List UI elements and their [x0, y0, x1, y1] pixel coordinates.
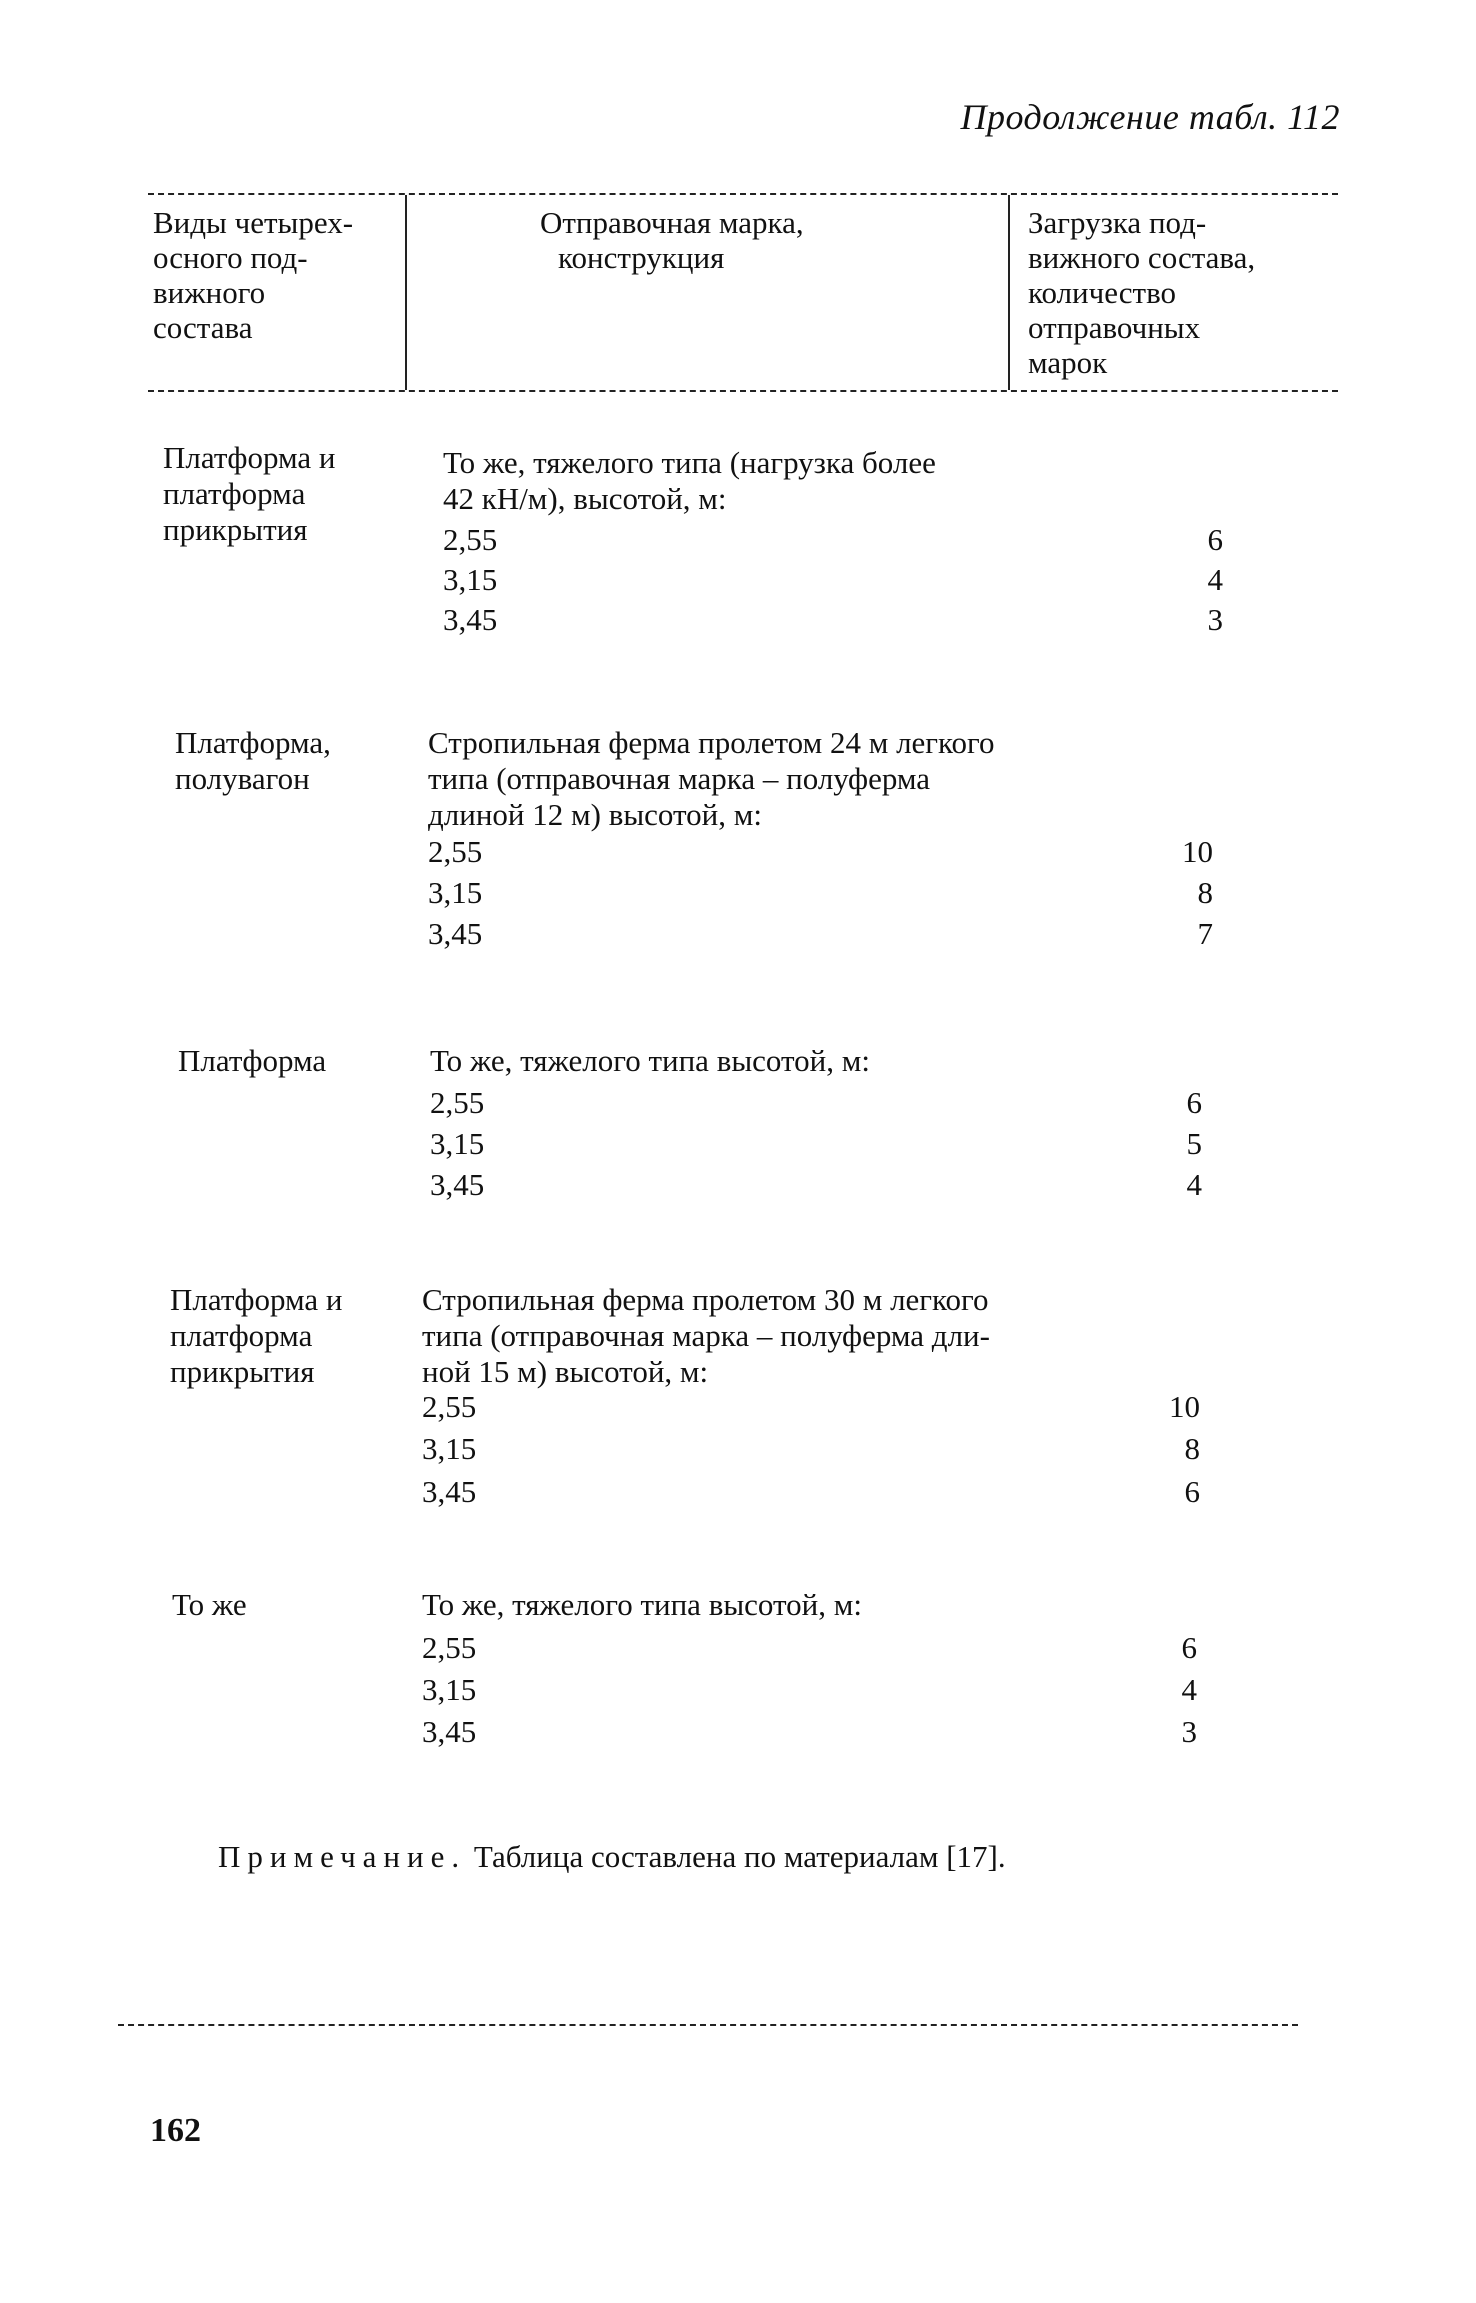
column-divider-1: [405, 195, 407, 390]
header-shipping-mark: Отправочная марка, конструкция: [540, 205, 804, 275]
table-row: 3,15 8: [428, 875, 1213, 910]
section-2-vehicle: Платформа, полувагон: [175, 725, 331, 796]
table-note: [218, 1839, 1006, 1875]
table-row: 2,55 6: [422, 1630, 1197, 1665]
note-label: Примечание.: [218, 1839, 467, 1874]
table-row: 3,45 7: [428, 916, 1213, 951]
table-row: 3,15 4: [443, 562, 1223, 597]
table-row: 2,55 10: [428, 834, 1213, 869]
section-3-vehicle: Платформа: [178, 1043, 327, 1078]
section-5-vehicle: То же: [172, 1587, 247, 1622]
section-1-description: То же, тяжелого типа (нагрузка более 42 кН/м), высотой, м:: [443, 445, 936, 516]
column-divider-2: [1008, 195, 1010, 390]
table-row: 3,45 3: [443, 602, 1223, 637]
section-1-vehicle: Платформа и платформа прикрытия: [163, 440, 336, 547]
table-row: 2,55 10: [422, 1389, 1200, 1424]
table-row: 3,45 3: [422, 1714, 1197, 1749]
table-row: 2,55 6: [430, 1085, 1202, 1120]
table-row: 3,45 4: [430, 1167, 1202, 1202]
note-text: Таблица составлена по материалам [17].: [466, 1839, 1006, 1874]
table-header-rule: [148, 390, 1338, 392]
section-5-description: То же, тяжелого типа высотой, м:: [422, 1587, 862, 1622]
table-row: 3,15 4: [422, 1672, 1197, 1707]
table-row: 3,45 6: [422, 1474, 1200, 1509]
header-load-count: Загрузка под- вижного состава, количество отправочных марок: [1028, 205, 1256, 380]
section-4-description: Стропильная ферма пролетом 30 м легкого типа (отправочная марка – полуферма дли- ной 15 м) высотой, м:: [422, 1282, 990, 1389]
page-number: 162: [150, 2112, 201, 2149]
section-3-description: То же, тяжелого типа высотой, м:: [430, 1043, 870, 1078]
table-row: 3,15 5: [430, 1126, 1202, 1161]
footer-rule: [118, 2024, 1298, 2026]
section-2-description: Стропильная ферма пролетом 24 м легкого типа (отправочная марка – полуферма длиной 12 м) высотой, м:: [428, 725, 995, 832]
section-4-vehicle: Платформа и платформа прикрытия: [170, 1282, 343, 1389]
table-row: 2,55 6: [443, 522, 1223, 557]
table-row: 3,15 8: [422, 1431, 1200, 1466]
header-vehicle-type: Виды четырех- осного под- вижного состава: [153, 205, 354, 345]
table-top-rule: [148, 193, 1338, 195]
table-caption: Продолжение табл. 112: [960, 97, 1340, 137]
